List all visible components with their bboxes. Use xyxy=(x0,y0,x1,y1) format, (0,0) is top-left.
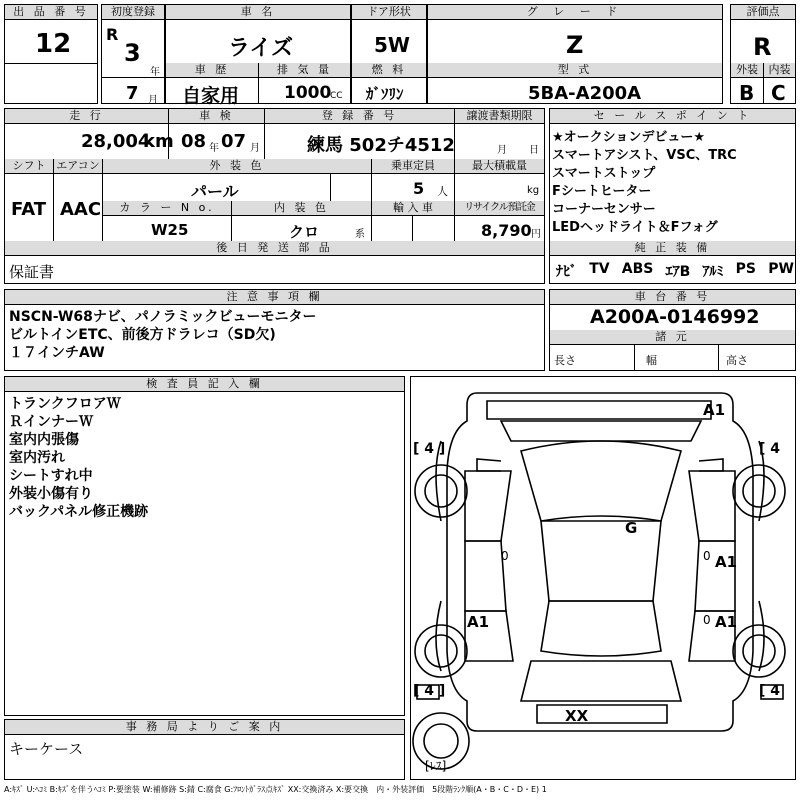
fuel: ｶﾞｿﾘﾝ xyxy=(366,85,404,103)
list-item: コーナーセンサー xyxy=(552,202,656,217)
list-item: スマートアシスト、VSC、TRC xyxy=(552,148,737,163)
ac-label: エアコン xyxy=(54,159,102,174)
displacement: 1000 xyxy=(284,83,332,103)
color-label: 外 装 色 xyxy=(103,159,371,174)
delivery-label: 後 日 発 送 部 品 xyxy=(5,241,544,256)
interior-color-unit: 系 xyxy=(355,229,365,240)
transfer-label: 譲渡書類期限 xyxy=(455,109,544,124)
exterior-color: パール xyxy=(191,182,239,201)
list-item: 室内内張傷 xyxy=(9,432,79,448)
inspector-label: 検 査 員 記 入 欄 xyxy=(5,377,404,392)
interior-label: 内装 xyxy=(764,63,795,78)
chassis-number: A200A-0146992 xyxy=(590,306,760,328)
height-label: 高さ xyxy=(726,354,748,367)
yen-unit: 円 xyxy=(531,229,541,240)
tire-rr: [ 4 xyxy=(759,683,781,699)
shift-label: シフト xyxy=(5,159,53,174)
reg-year: 3 xyxy=(124,39,141,67)
mark-right-mid: A1 xyxy=(715,553,738,571)
door-type: 5W xyxy=(374,33,410,57)
zero-right: 0 xyxy=(703,549,711,563)
score-box xyxy=(730,4,796,104)
list-item: 外装小傷有り xyxy=(9,486,93,502)
door-box xyxy=(351,4,427,104)
mark-front-right: A1 xyxy=(703,401,726,419)
cc-unit: CC xyxy=(330,91,343,101)
import-label: 輸 入 車 xyxy=(372,201,454,216)
equipment-item: ABS xyxy=(621,261,654,277)
inspection-month-unit: 月 xyxy=(250,143,260,154)
car-name: ライズ xyxy=(228,36,294,61)
km-unit: km xyxy=(143,131,174,152)
notes-label: 注 意 事 項 欄 xyxy=(5,290,544,305)
sales-points-box xyxy=(549,108,796,284)
car-damage-diagram xyxy=(411,377,795,779)
equipment-item: ﾅﾋﾞ xyxy=(556,264,577,280)
equipment-item: PW xyxy=(768,261,794,277)
notes-box xyxy=(4,289,545,371)
displacement-label: 排 気 量 xyxy=(259,63,350,78)
list-item: 室内汚れ xyxy=(9,450,65,466)
tire-fr: [ 4 xyxy=(759,441,781,457)
equipment-list xyxy=(556,261,794,281)
overall-score: R xyxy=(753,33,772,61)
lot-label: 出 品 番 号 xyxy=(5,5,97,20)
list-item: シートすれ中 xyxy=(9,468,93,484)
recycle-label: リサイクル預託金 xyxy=(455,201,544,216)
legend: A:ｷｽﾞ U:ﾍｺﾐ B:ｷｽﾞを伴うﾍｺﾐ P:要塗装 W:補修跡 S:錆 C:腐食 G:ﾌﾛﾝﾄｶﾞﾗｽ点ｷｽﾞ XX:交換済み X:要交換 内・外装評価 5段階ﾗﾝｸ順(A・B・C・D・E) 1 xyxy=(4,785,547,794)
year-unit: 年 xyxy=(150,67,160,78)
first-registration-box xyxy=(101,4,165,104)
first-reg-label: 初度登録 xyxy=(102,5,164,20)
list-item: １７インチAW xyxy=(9,345,105,361)
load-unit: kg xyxy=(527,185,540,196)
inspection-year-unit: 年 xyxy=(209,143,219,154)
inspection-label: 車 検 xyxy=(169,109,264,124)
lot-number: 12 xyxy=(35,29,72,59)
mark-rear-bumper: XX xyxy=(565,707,589,725)
equipment-item: ｱﾙﾐ xyxy=(702,264,724,280)
mileage: 28,004 xyxy=(81,131,151,152)
interior-grade: C xyxy=(771,81,786,105)
mark-right-rear: A1 xyxy=(715,613,738,631)
list-item: LEDヘッドライト＆Fフォグ xyxy=(552,220,718,235)
dims-label: 諸 元 xyxy=(550,330,795,345)
chassis-label: 車 台 番 号 xyxy=(550,290,795,305)
mileage-label: 走 行 xyxy=(5,109,168,124)
vehicle-info-table xyxy=(4,108,545,284)
inspection-month: 07 xyxy=(221,131,247,152)
color-no-label: カ ラ ー N o. xyxy=(103,201,231,216)
exterior-grade: B xyxy=(739,81,755,105)
equipment-label: 純 正 装 備 xyxy=(550,241,795,256)
length-label: 長さ xyxy=(554,354,576,367)
recycle-fee: 8,790 xyxy=(481,221,532,240)
equipment-item: TV xyxy=(589,261,610,277)
era: R xyxy=(106,25,119,44)
interior-color-label: 内 装 色 xyxy=(232,201,371,216)
list-item: バックパネル修正機跡 xyxy=(9,504,149,520)
history: 自家用 xyxy=(182,85,240,107)
tire-fl: [ 4 ] xyxy=(413,441,446,457)
list-item: Fシートヒーター xyxy=(552,184,652,199)
air-conditioner: AAC xyxy=(60,199,102,220)
capacity-label: 乗車定員 xyxy=(372,159,454,174)
model: 5BA-A200A xyxy=(528,83,642,104)
grade: Z xyxy=(566,31,584,59)
equipment-item: PS xyxy=(735,261,757,277)
width-label: 幅 xyxy=(646,354,657,367)
lot-box xyxy=(4,4,98,104)
score-label: 評価点 xyxy=(731,5,795,20)
delivery-parts: 保証書 xyxy=(9,263,55,281)
sales-points-label: セ ー ル ス ポ イ ン ト xyxy=(550,109,795,124)
shift: FAT xyxy=(11,199,47,220)
door-label: ドア形状 xyxy=(352,5,426,20)
grade-box xyxy=(427,4,723,104)
mark-roof: G xyxy=(625,519,638,537)
tire-rl: [ 4 ] xyxy=(413,683,446,699)
equipment-item: ｴｱB xyxy=(665,264,691,280)
capacity-unit: 人 xyxy=(437,185,448,198)
capacity: 5 xyxy=(413,179,425,198)
list-item: ★オークションデビュー★ xyxy=(552,130,706,145)
fuel-label: 燃 料 xyxy=(352,63,426,78)
zero-left: 0 xyxy=(501,549,509,563)
office-box xyxy=(4,719,405,780)
reg-no-label: 登 録 番 号 xyxy=(265,109,454,124)
max-load-label: 最大積載量 xyxy=(455,159,544,174)
color-number: W25 xyxy=(151,221,189,239)
list-item: NSCN-W68ナビ、パノラミックビューモニター xyxy=(9,309,317,325)
chassis-box xyxy=(549,289,796,371)
office-text: キーケース xyxy=(9,740,84,758)
zero-right-rear: 0 xyxy=(703,613,711,627)
registration-number: 練馬 502チ4512 xyxy=(307,135,455,156)
spare-tire-label: [ﾚｽ] xyxy=(425,759,447,773)
reg-month: 7 xyxy=(126,83,139,104)
history-label: 車 歴 xyxy=(166,63,258,78)
list-item: ビルトインETC、前後方ドラレコ（SD欠) xyxy=(9,327,276,343)
transfer-day-unit: 日 xyxy=(529,145,539,156)
list-item: スマートストップ xyxy=(552,166,656,181)
mark-left-rear: A1 xyxy=(467,613,490,631)
inspector-box xyxy=(4,376,405,716)
damage-diagram-box xyxy=(410,376,796,780)
inspection-year: 08 xyxy=(181,131,207,152)
grade-label: グ レ ー ド xyxy=(428,5,722,20)
car-name-box xyxy=(165,4,351,107)
interior-color: クロ xyxy=(289,223,320,241)
list-item: ＲインナーＷ xyxy=(9,414,93,430)
car-name-label: 車 名 xyxy=(166,5,350,20)
month-unit: 月 xyxy=(148,95,158,106)
transfer-month-unit: 月 xyxy=(497,145,507,156)
model-label: 型 式 xyxy=(428,63,722,78)
list-item: トランクフロアＷ xyxy=(9,396,121,412)
office-label: 事 務 局 よ り ご 案 内 xyxy=(5,720,404,735)
exterior-label: 外装 xyxy=(731,63,763,78)
